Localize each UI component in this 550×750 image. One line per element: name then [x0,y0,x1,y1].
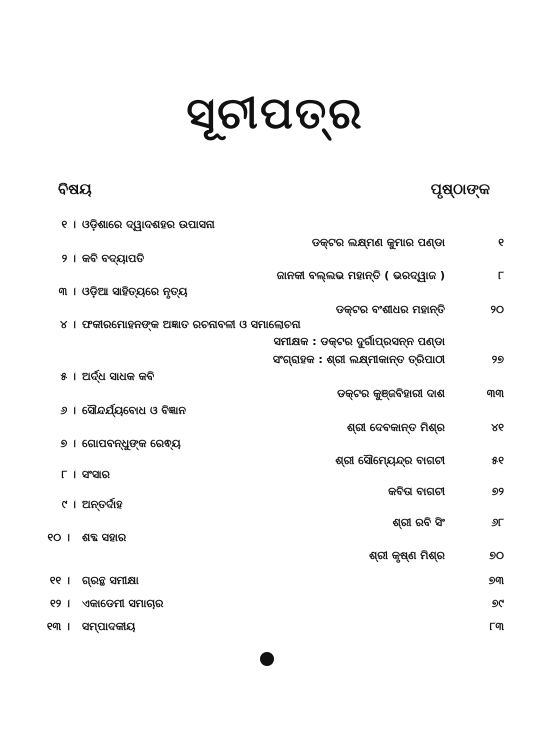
ornament-dot [260,652,274,666]
entry-page: ୭୩ [488,574,504,587]
entry-page: ୬୮ [491,516,504,529]
entry-number: ୩ । [58,285,76,298]
entry-title: ଓଡ଼ିଶାରେ ଦ୍ୱାଦଶହର ଉପାସନା [82,218,215,231]
entry-author: ଜାନକୀ ବଲ୍ଲଭ ମହାନ୍ତି ( ଭରଦ୍ୱାଜ ) [276,269,445,282]
list-item [0,285,550,316]
entry-page: ୮ [498,269,504,282]
entry-author: ଶ୍ରୀ ସୌମ୍ୟେନ୍ଦ୍ର ବାଗଚୀ [335,454,445,467]
list-item [0,498,550,529]
entry-page: ୩୩ [486,387,504,400]
subject-header: ବିଷୟ [58,180,92,198]
entry-page: ୭୯ [491,597,504,610]
entry-page: ୪୧ [491,421,504,434]
entry-page: ୨୭ [491,353,504,366]
page-title: ସୂଚୀପତ୍ର [186,88,364,139]
entry-author: ଶ୍ରୀ ଦେବକାନ୍ତ ମିଶ୍ର [347,421,445,434]
entry-author: ଶ୍ରୀ ରବି ସିଂ [392,516,445,529]
entry-title: ଗ୍ରନ୍ଥ ସମୀକ୍ଷା [82,574,139,587]
entry-number: ୧୦ । [47,531,70,544]
entry-number: ୨ । [61,252,76,265]
entry-page: ୫୧ [491,454,504,467]
entry-number: ୪ । [60,318,76,331]
entry-title: ସୌନ୍ଦର୍ଯ୍ୟବୋଧ ଓ ବିଜ୍ଞାନ [82,404,186,417]
entry-title: ଏକାଡେମୀ ସମାଚାର [82,597,164,610]
entry-author: ଶ୍ରୀ କୃଷ୍ଣ ମିଶ୍ର [369,549,445,562]
entry-page: ୭୨ [491,485,504,498]
entry-title: ଅନ୍ତର୍ଦାହ [82,498,123,511]
list-item [0,437,550,467]
entry-number: ୧୨ । [50,597,70,610]
entry-number: ୭ । [60,437,76,450]
entry-page: ୨୦ [490,303,504,316]
entry-author: କବିତା ବାଗଚୀ [388,485,445,498]
list-item [0,531,550,562]
list-item [0,597,550,610]
list-item [0,252,550,282]
list-item [0,318,550,366]
entry-compiler: ସଂଗ୍ରାହକ : ଶ୍ରୀ ଲକ୍ଷ୍ମୀକାନ୍ତ ତ୍ରିପାଠୀ [272,353,445,366]
entry-author: ଡକ୍ଟର ବଂଶୀଧର ମହାନ୍ତି [335,303,445,316]
entry-reviewer: ସମୀକ୍ଷକ : ଡକ୍ଟର ଦୁର୍ଗାପ୍ରସନ୍ନ ପଣ୍ଡା [273,335,445,348]
entry-page: ୮୩ [489,620,504,633]
entry-title: ଗୋପବନ୍ଧୁଙ୍କ ରେଵ୍ୟ [82,437,181,450]
entry-number: ୧୧ । [49,574,70,587]
entry-page: ୧ [498,236,504,249]
list-item [0,404,550,434]
list-item [0,468,550,498]
entry-number: ୬ । [60,404,76,417]
entry-number: ୫ । [60,370,76,383]
entry-author: ଡକ୍ଟର କୁଞ୍ଜବିହାରୀ ଦାଶ [337,387,445,400]
list-item [0,370,550,400]
entry-number: ୧୩ । [46,620,70,633]
entry-title: କବି ବଦ୍ୟାପତି [82,252,145,265]
entry-title: ଓଡ଼ିଆ ସାହିତ୍ୟରେ ନୃତ୍ୟ [82,285,188,298]
entry-page: ୭୦ [489,549,504,562]
entry-number: ୯ । [61,498,76,511]
entry-title: ଶବ୍ଦ ସହାର [82,531,127,544]
entry-author: ଡକ୍ଟର ଲକ୍ଷ୍ମଣ କୁମାର ପଣ୍ଡା [311,236,445,249]
page-number-header: ପୃଷ୍ଠାଙ୍କ [430,180,490,198]
entry-title: ସମ୍ପାଦକୀୟ [82,620,136,633]
list-item [0,574,550,587]
entry-number: ୮ । [61,468,76,481]
list-item [0,218,550,249]
list-item [0,620,550,633]
entry-number: ୧ । [61,218,76,231]
entry-title: ଫକୀରମୋହନଙ୍କ ଅଜ୍ଞାତ ରଚନାବଳୀ ଓ ସମାଲୋଚନା [82,318,301,331]
entry-title: ସଂସାର [82,468,111,481]
entry-title: ଅର୍ଦ୍ଧ ସାଧକ କବି [82,370,155,383]
